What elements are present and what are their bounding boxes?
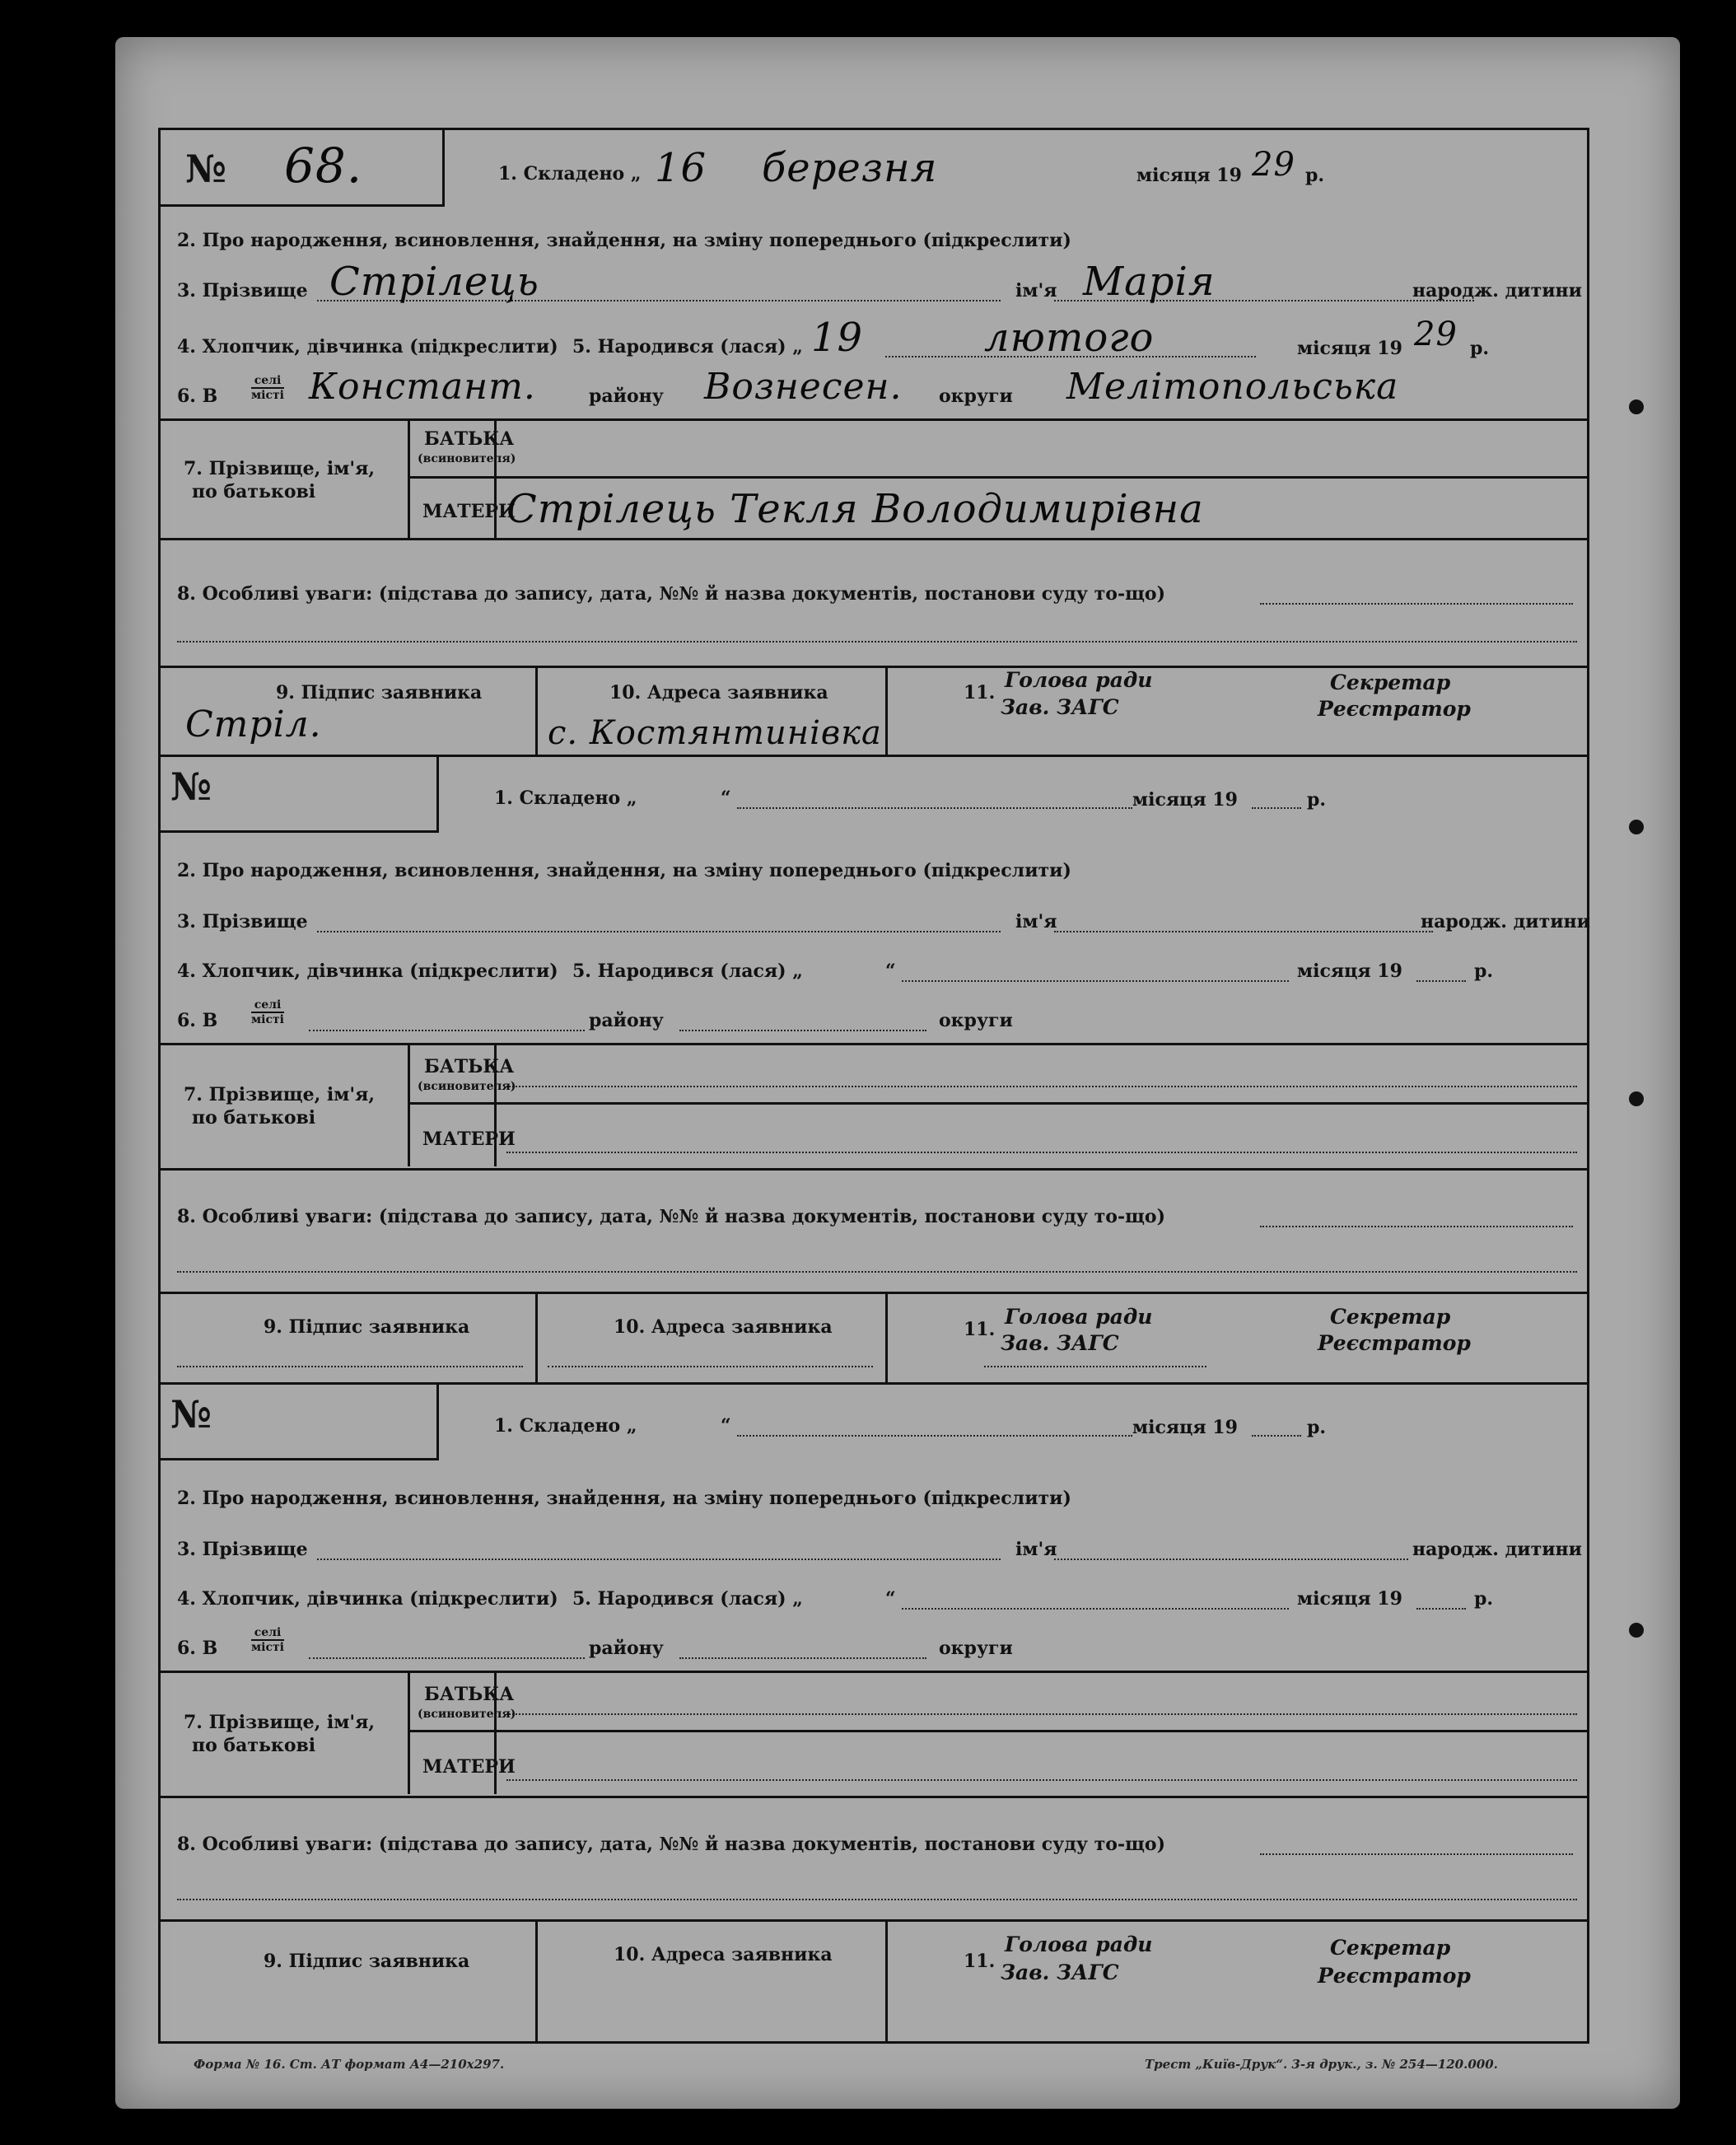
first-name-label: ім'я	[1015, 911, 1057, 932]
compiled-label: 1. Складено „	[494, 1415, 637, 1437]
first-name-label: ім'я	[1015, 1539, 1057, 1560]
record-number-sign: №	[170, 764, 212, 809]
born-label: 5. Народився (лася) „	[572, 336, 803, 358]
applicant-signature: Стріл.	[185, 703, 322, 745]
surname-value: Стрілець	[329, 259, 539, 305]
footer-form-info: Форма № 16. Ст. АТ формат А4—210х297.	[194, 2057, 505, 2072]
applicant-address: с. Костянтинівка	[548, 714, 882, 752]
eleven-label: 11.	[964, 682, 996, 703]
punch-hole	[1629, 400, 1644, 414]
district-label: району	[589, 1638, 664, 1659]
okruha-label: округи	[939, 1010, 1013, 1031]
place-prefix: 6. В	[177, 1010, 218, 1031]
compiled-month: березня	[762, 145, 938, 191]
father-sub-label: (всиновителя)	[418, 1080, 516, 1093]
registrar-label: Реєстратор	[1318, 1964, 1471, 1988]
parents-label-1: 7. Прізвище, ім'я,	[184, 1712, 376, 1733]
parents-label-1: 7. Прізвище, ім'я,	[184, 1084, 376, 1105]
year-suffix: р.	[1474, 960, 1494, 982]
boy-girl-label: 4. Хлопчик, дівчинка (підкреслити)	[177, 336, 558, 358]
district-label: району	[589, 1010, 664, 1031]
village-value: Констант.	[309, 366, 536, 408]
council-head-label: Голова ради	[1005, 668, 1153, 692]
first-name-label: ім'я	[1015, 280, 1057, 301]
okruha-value: Мелітопольська	[1066, 366, 1399, 408]
quote-open: “	[721, 787, 731, 809]
father-label: БАТЬКА	[424, 1684, 515, 1705]
surname-label: 3. Прізвище	[177, 280, 308, 301]
birth-month-label: місяця 19	[1297, 338, 1402, 359]
surname-label: 3. Прізвище	[177, 911, 308, 932]
month-label: місяця 19	[1132, 789, 1238, 811]
birth-month-label: місяця 19	[1297, 1588, 1402, 1610]
secretary-label: Секретар	[1330, 671, 1451, 694]
applicant-address-label: 10. Адреса заявника	[614, 1316, 833, 1338]
record-section-3	[161, 1384, 1587, 2041]
parents-label-1: 7. Прізвище, ім'я,	[184, 458, 376, 479]
surname-label: 3. Прізвище	[177, 1539, 308, 1560]
year-suffix: р.	[1305, 165, 1325, 186]
record-number: 68.	[284, 138, 363, 194]
council-head-label: Голова ради	[1005, 1932, 1153, 1956]
year-suffix: р.	[1307, 789, 1327, 811]
okruha-label: округи	[939, 386, 1013, 407]
district-label: району	[589, 386, 664, 407]
record-number-sign: №	[185, 147, 226, 191]
about-birth-label: 2. Про народження, всиновлення, знайдення, на зміну попереднього (підкреслити)	[177, 230, 1071, 251]
birth-month-value: лютого	[984, 315, 1155, 361]
birth-day-value: 19	[811, 315, 864, 361]
birth-of-child-label: народж. дитини	[1421, 911, 1590, 932]
compiled-year: 29	[1252, 146, 1295, 184]
quote-close: “	[885, 1588, 896, 1610]
birth-register-form	[158, 128, 1589, 2044]
birth-year-value: 29	[1414, 315, 1458, 353]
quote-close: “	[885, 960, 896, 982]
parents-label-2: по батькові	[192, 1735, 316, 1756]
boy-girl-label: 4. Хлопчик, дівчинка (підкреслити)	[177, 960, 558, 982]
mother-label: МАТЕРИ	[422, 1756, 516, 1778]
place-prefix: 6. В	[177, 1638, 218, 1659]
village-town-fraction: селі місті	[251, 374, 284, 403]
registrar-label: Реєстратор	[1318, 697, 1471, 721]
council-head-label: Голова ради	[1005, 1305, 1153, 1329]
year-suffix: р.	[1307, 1417, 1327, 1438]
secretary-label: Секретар	[1330, 1936, 1451, 1960]
applicant-signature-label: 9. Підпис заявника	[264, 1316, 470, 1338]
year-suffix: р.	[1474, 1588, 1494, 1610]
year-suffix: р.	[1470, 338, 1490, 359]
remarks-label: 8. Особливі уваги: (підстава до запису, дата, №№ й назва документів, постанови суду то-що)	[177, 1834, 1165, 1855]
village-town-fraction: селі місті	[251, 998, 284, 1027]
applicant-signature-label: 9. Підпис заявника	[276, 682, 483, 703]
place-prefix: 6. В	[177, 386, 218, 407]
punch-hole	[1629, 1623, 1644, 1638]
zags-head-label: Зав. ЗАГС	[1001, 695, 1119, 719]
birth-of-child-label: народж. дитини	[1412, 280, 1582, 301]
record-section-2	[161, 756, 1590, 1382]
zags-head-label: Зав. ЗАГС	[1001, 1960, 1119, 1984]
father-sub-label: (всиновителя)	[418, 452, 516, 465]
father-label: БАТЬКА	[424, 1056, 515, 1077]
mother-value: Стрілець Текля Володимирівна	[506, 486, 1204, 532]
okruha-label: округи	[939, 1638, 1013, 1659]
record-section-1	[161, 130, 1587, 755]
birth-month-label: місяця 19	[1297, 960, 1402, 982]
about-birth-label: 2. Про народження, всиновлення, знайдення, на зміну попереднього (підкреслити)	[177, 1488, 1071, 1509]
month-label: місяця 19	[1136, 165, 1242, 186]
eleven-label: 11.	[964, 1319, 996, 1340]
born-label: 5. Народився (лася) „	[572, 1588, 803, 1610]
birth-of-child-label: народж. дитини	[1412, 1539, 1582, 1560]
applicant-address-label: 10. Адреса заявника	[614, 1944, 833, 1965]
month-label: місяця 19	[1132, 1417, 1238, 1438]
applicant-address-label: 10. Адреса заявника	[609, 682, 828, 703]
village-town-fraction: селі місті	[251, 1626, 284, 1655]
about-birth-label: 2. Про народження, всиновлення, знайдення, на зміну попереднього (підкреслити)	[177, 860, 1071, 881]
remarks-label: 8. Особливі уваги: (підстава до запису, дата, №№ й назва документів, постанови суду то-що)	[177, 583, 1165, 605]
record-number-sign: №	[170, 1392, 212, 1437]
district-value: Вознесен.	[704, 366, 903, 408]
secretary-label: Секретар	[1330, 1305, 1451, 1329]
boy-girl-label: 4. Хлопчик, дівчинка (підкреслити)	[177, 1588, 558, 1610]
compiled-label: 1. Складено „	[498, 163, 642, 185]
mother-label: МАТЕРИ	[422, 501, 516, 522]
father-sub-label: (всиновителя)	[418, 1708, 516, 1721]
paper-sheet	[115, 37, 1680, 2109]
punch-hole	[1629, 820, 1644, 834]
remarks-label: 8. Особливі уваги: (підстава до запису, дата, №№ й назва документів, постанови суду то-що)	[177, 1206, 1165, 1227]
first-name-value: Марія	[1083, 259, 1216, 305]
father-label: БАТЬКА	[424, 428, 515, 450]
quote-open: “	[721, 1415, 731, 1437]
mother-label: МАТЕРИ	[422, 1129, 516, 1150]
registrar-label: Реєстратор	[1318, 1331, 1471, 1355]
compiled-label: 1. Складено „	[494, 787, 637, 809]
parents-label-2: по батькові	[192, 1107, 316, 1129]
born-label: 5. Народився (лася) „	[572, 960, 803, 982]
compiled-day: 16	[655, 145, 707, 191]
eleven-label: 11.	[964, 1951, 996, 1972]
parents-label-2: по батькові	[192, 481, 316, 502]
footer-printer-info: Трест „Київ-Друк“. 3-я друк., з. № 254—120.000.	[1145, 2057, 1498, 2072]
applicant-signature-label: 9. Підпис заявника	[264, 1951, 470, 1972]
zags-head-label: Зав. ЗАГС	[1001, 1331, 1119, 1355]
punch-hole	[1629, 1091, 1644, 1106]
